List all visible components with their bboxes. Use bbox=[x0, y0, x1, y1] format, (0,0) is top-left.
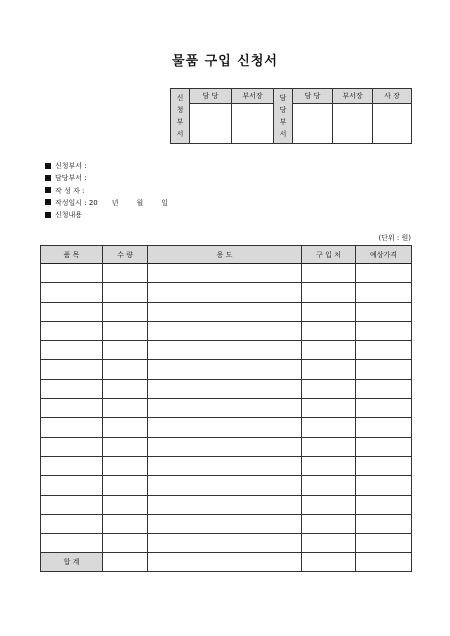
cell-quantity[interactable] bbox=[103, 379, 148, 398]
bullet-square-icon bbox=[45, 187, 51, 193]
header-estimated-price: 예상가격 bbox=[356, 246, 412, 264]
item-rows bbox=[41, 264, 412, 553]
header-item: 품 목 bbox=[41, 246, 103, 264]
cell-quantity[interactable] bbox=[103, 495, 148, 514]
cell-quantity[interactable] bbox=[103, 534, 148, 553]
side-label-text: 담 당 부 서 bbox=[279, 94, 287, 138]
cell-vendor[interactable] bbox=[302, 264, 356, 283]
cell-quantity[interactable] bbox=[103, 476, 148, 495]
cell-vendor[interactable] bbox=[302, 437, 356, 456]
cell-purpose[interactable] bbox=[148, 283, 302, 302]
total-vendor-cell[interactable] bbox=[302, 553, 356, 572]
cell-price[interactable] bbox=[356, 379, 412, 398]
cell-item[interactable] bbox=[41, 399, 103, 418]
cell-vendor[interactable] bbox=[302, 321, 356, 340]
cell-quantity[interactable] bbox=[103, 514, 148, 533]
cell-item[interactable] bbox=[41, 321, 103, 340]
unit-label: (단위 : 원) bbox=[378, 234, 411, 242]
cell-item[interactable] bbox=[41, 514, 103, 533]
cell-price[interactable] bbox=[356, 534, 412, 553]
table-row bbox=[41, 437, 412, 456]
request-dept-side-label bbox=[171, 89, 190, 144]
cell-quantity[interactable] bbox=[103, 456, 148, 475]
cell-vendor[interactable] bbox=[302, 379, 356, 398]
table-row bbox=[41, 456, 412, 475]
cell-purpose[interactable] bbox=[148, 456, 302, 475]
charge-header-manager: 부서장 bbox=[333, 89, 373, 104]
cell-purpose[interactable] bbox=[148, 476, 302, 495]
info-content[interactable]: 신청내용 bbox=[45, 209, 168, 221]
table-row bbox=[41, 534, 412, 553]
total-quantity-cell[interactable] bbox=[103, 553, 148, 572]
total-purpose-cell[interactable] bbox=[148, 553, 302, 572]
cell-vendor[interactable] bbox=[302, 534, 356, 553]
cell-quantity[interactable] bbox=[103, 360, 148, 379]
cell-vendor[interactable] bbox=[302, 360, 356, 379]
signature-box-charge-manager[interactable] bbox=[333, 104, 373, 144]
cell-item[interactable] bbox=[41, 264, 103, 283]
cell-quantity[interactable] bbox=[103, 321, 148, 340]
side-label-text: 신 청 부 서 bbox=[176, 94, 184, 138]
document-title: 물품 구입 신청서 bbox=[172, 54, 278, 69]
signature-box-request-manager[interactable] bbox=[232, 104, 274, 144]
cell-price[interactable] bbox=[356, 360, 412, 379]
cell-vendor[interactable] bbox=[302, 341, 356, 360]
bullet-square-icon bbox=[45, 163, 51, 169]
charge-header-staff: 담 당 bbox=[293, 89, 333, 104]
bullet-square-icon bbox=[45, 175, 51, 181]
bullet-square-icon bbox=[45, 212, 51, 218]
table-row bbox=[41, 379, 412, 398]
cell-purpose[interactable] bbox=[148, 534, 302, 553]
table-row bbox=[41, 418, 412, 437]
cell-item[interactable] bbox=[41, 418, 103, 437]
table-row bbox=[41, 514, 412, 533]
cell-vendor[interactable] bbox=[302, 495, 356, 514]
info-date[interactable]: 작성일시 : 20 년 월 일 bbox=[45, 197, 168, 209]
cell-purpose[interactable] bbox=[148, 399, 302, 418]
cell-item[interactable] bbox=[41, 302, 103, 321]
cell-quantity[interactable] bbox=[103, 264, 148, 283]
table-row bbox=[41, 321, 412, 340]
cell-purpose[interactable] bbox=[148, 495, 302, 514]
cell-item[interactable] bbox=[41, 360, 103, 379]
info-charge-dept[interactable]: 담당부서 : bbox=[45, 172, 168, 184]
signature-box-request-staff[interactable] bbox=[190, 104, 232, 144]
header-vendor: 구 입 처 bbox=[302, 246, 356, 264]
cell-price[interactable] bbox=[356, 514, 412, 533]
cell-price[interactable] bbox=[356, 456, 412, 475]
cell-vendor[interactable] bbox=[302, 399, 356, 418]
signature-box-charge-staff[interactable] bbox=[293, 104, 333, 144]
items-table bbox=[40, 245, 412, 572]
cell-price[interactable] bbox=[356, 418, 412, 437]
cell-quantity[interactable] bbox=[103, 341, 148, 360]
table-row bbox=[41, 341, 412, 360]
cell-item[interactable] bbox=[41, 495, 103, 514]
request-header-staff: 담 당 bbox=[190, 89, 232, 104]
approval-table bbox=[170, 88, 412, 144]
cell-vendor[interactable] bbox=[302, 456, 356, 475]
table-row bbox=[41, 264, 412, 283]
header-quantity: 수 량 bbox=[103, 246, 148, 264]
cell-purpose[interactable] bbox=[148, 360, 302, 379]
cell-price[interactable] bbox=[356, 495, 412, 514]
cell-item[interactable] bbox=[41, 456, 103, 475]
table-row bbox=[41, 476, 412, 495]
info-request-dept[interactable]: 신청부서 : bbox=[45, 160, 168, 172]
cell-price[interactable] bbox=[356, 283, 412, 302]
cell-item[interactable] bbox=[41, 283, 103, 302]
cell-vendor[interactable] bbox=[302, 283, 356, 302]
cell-purpose[interactable] bbox=[148, 514, 302, 533]
cell-quantity[interactable] bbox=[103, 302, 148, 321]
info-section bbox=[45, 160, 168, 221]
cell-purpose[interactable] bbox=[148, 379, 302, 398]
bullet-square-icon bbox=[45, 199, 51, 205]
cell-item[interactable] bbox=[41, 379, 103, 398]
cell-price[interactable] bbox=[356, 264, 412, 283]
table-row bbox=[41, 302, 412, 321]
cell-quantity[interactable] bbox=[103, 399, 148, 418]
cell-item[interactable] bbox=[41, 476, 103, 495]
cell-vendor[interactable] bbox=[302, 476, 356, 495]
table-row bbox=[41, 283, 412, 302]
cell-purpose[interactable] bbox=[148, 302, 302, 321]
cell-price[interactable] bbox=[356, 399, 412, 418]
cell-price[interactable] bbox=[356, 341, 412, 360]
cell-price[interactable] bbox=[356, 321, 412, 340]
cell-purpose[interactable] bbox=[148, 264, 302, 283]
cell-vendor[interactable] bbox=[302, 514, 356, 533]
cell-price[interactable] bbox=[356, 437, 412, 456]
cell-quantity[interactable] bbox=[103, 437, 148, 456]
charge-header-president: 사 장 bbox=[373, 89, 412, 104]
total-label: 합 계 bbox=[41, 553, 103, 572]
cell-price[interactable] bbox=[356, 302, 412, 321]
cell-vendor[interactable] bbox=[302, 418, 356, 437]
cell-purpose[interactable] bbox=[148, 418, 302, 437]
cell-purpose[interactable] bbox=[148, 341, 302, 360]
cell-quantity[interactable] bbox=[103, 418, 148, 437]
table-row bbox=[41, 495, 412, 514]
request-header-manager: 부서장 bbox=[232, 89, 274, 104]
total-row bbox=[41, 553, 412, 572]
total-price-cell[interactable] bbox=[356, 553, 412, 572]
cell-item[interactable] bbox=[41, 437, 103, 456]
table-row bbox=[41, 399, 412, 418]
cell-vendor[interactable] bbox=[302, 302, 356, 321]
cell-item[interactable] bbox=[41, 534, 103, 553]
info-writer[interactable]: 작 성 자 : bbox=[45, 185, 168, 197]
cell-purpose[interactable] bbox=[148, 437, 302, 456]
cell-item[interactable] bbox=[41, 341, 103, 360]
cell-price[interactable] bbox=[356, 476, 412, 495]
cell-purpose[interactable] bbox=[148, 321, 302, 340]
signature-box-charge-president[interactable] bbox=[373, 104, 412, 144]
table-row bbox=[41, 360, 412, 379]
cell-quantity[interactable] bbox=[103, 283, 148, 302]
charge-dept-side-label bbox=[274, 89, 293, 144]
header-purpose: 용 도 bbox=[148, 246, 302, 264]
